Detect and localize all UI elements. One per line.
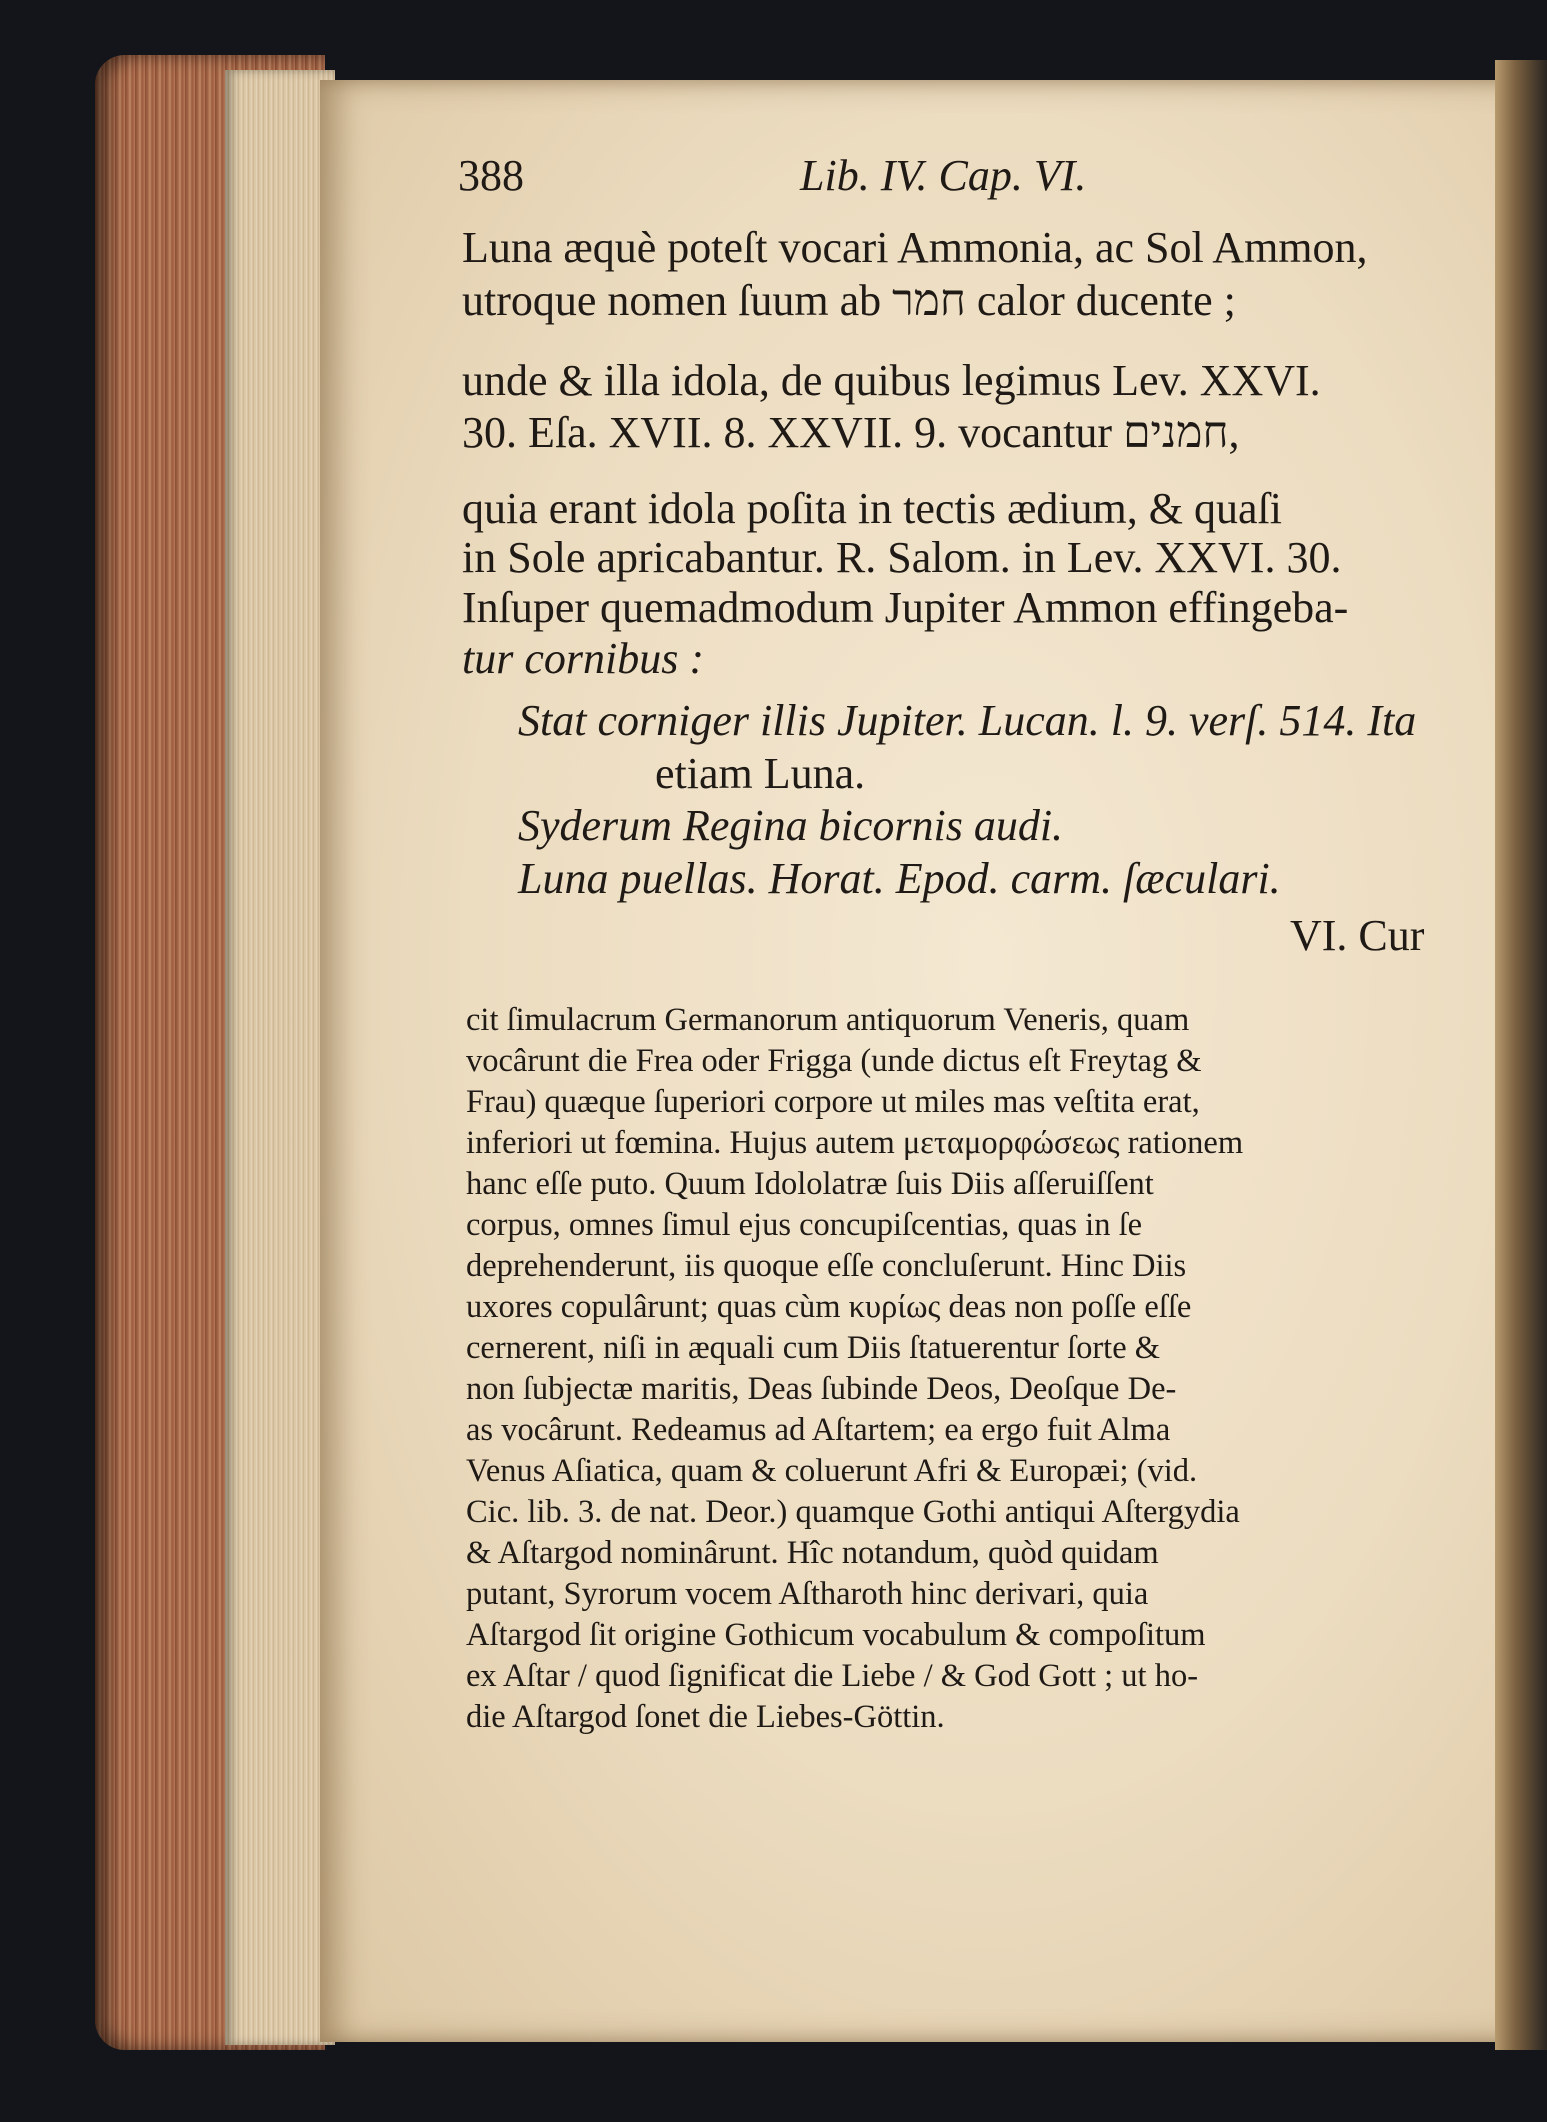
text-line: Cic. lib. 3. de nat. Deor.) quamque Gothi antiqui Aſtergydia xyxy=(466,1494,1240,1530)
text-line: uxores copulârunt; quas cùm κυρίως deas non poſſe eſſe xyxy=(466,1289,1192,1325)
text-line: Inſuper quemadmodum Jupiter Ammon effingeba- xyxy=(462,583,1349,632)
text-line: hanc eſſe puto. Quum Idololatræ ſuis Diis aſſeruiſſent xyxy=(466,1166,1154,1202)
text-line: corpus, omnes ſimul ejus concupiſcentias, quas in ſe xyxy=(466,1207,1143,1243)
text-line: inferiori ut fœmina. Hujus autem μεταμορφώσεως rationem xyxy=(466,1125,1244,1161)
book-gutter xyxy=(1495,60,1547,2050)
running-head: Lib. IV. Cap. VI. xyxy=(800,151,1087,200)
text-line: non ſubjectæ maritis, Deas ſubinde Deos, Deoſque De- xyxy=(466,1371,1177,1407)
text-line: Venus Aſiatica, quam & coluerunt Afri & Europæi; (vid. xyxy=(466,1453,1198,1489)
text-line: Luna æquè poteſt vocari Ammonia, ac Sol Ammon, xyxy=(462,223,1368,272)
verse-line: etiam Luna. xyxy=(655,749,866,798)
text-line: putant, Syrorum vocem Aſtharoth hinc derivari, quia xyxy=(466,1576,1149,1612)
text-line: Frau) quæque ſuperiori corpore ut miles mas veſtita erat, xyxy=(466,1084,1200,1120)
text-line: tur cornibus : xyxy=(462,634,704,683)
text-line: cernerent, niſi in æquali cum Diis ſtatuerentur ſorte & xyxy=(466,1330,1161,1366)
text-line: & Aſtargod nominârunt. Hîc notandum, quòd quidam xyxy=(466,1535,1159,1571)
text-line: cit ſimulacrum Germanorum antiquorum Veneris, quam xyxy=(466,1002,1190,1038)
text-line: as vocârunt. Redeamus ad Aſtartem; ea ergo fuit Alma xyxy=(466,1412,1171,1448)
text-line: quia erant idola poſita in tectis ædium, & quaſi xyxy=(462,484,1282,533)
catchword: VI. Cur xyxy=(1290,911,1425,960)
text-line: deprehenderunt, iis quoque eſſe concluſerunt. Hinc Diis xyxy=(466,1248,1187,1284)
text-line: utroque nomen ſuum ab חמר calor ducente ; xyxy=(462,276,1236,325)
verse-line: Luna puellas. Horat. Epod. carm. ſæculari. xyxy=(518,854,1281,903)
verse-line: Stat corniger illis Jupiter. Lucan. l. 9. verſ. 514. Ita xyxy=(518,696,1417,745)
verse-line: Syderum Regina bicornis audi. xyxy=(518,801,1064,850)
text-line: vocârunt die Frea oder Frigga (unde dictus eſt Freytag & xyxy=(466,1043,1202,1079)
text-line: die Aſtargod ſonet die Liebes-Göttin. xyxy=(466,1699,945,1735)
text-line: in Sole apricabantur. R. Salom. in Lev. XXVI. 30. xyxy=(462,533,1342,582)
page-number: 388 xyxy=(458,151,524,200)
text-line: unde & illa idola, de quibus legimus Lev. XXVI. xyxy=(462,356,1321,405)
text-line: 30. Eſa. XVII. 8. XXVII. 9. vocantur חמנים, xyxy=(462,408,1240,457)
text-line: Aſtargod ſit origine Gothicum vocabulum & compoſitum xyxy=(466,1617,1206,1653)
text-line: ex Aſtar / quod ſignificat die Liebe / & God Gott ; ut ho- xyxy=(466,1658,1199,1694)
page-stack xyxy=(225,70,335,2045)
